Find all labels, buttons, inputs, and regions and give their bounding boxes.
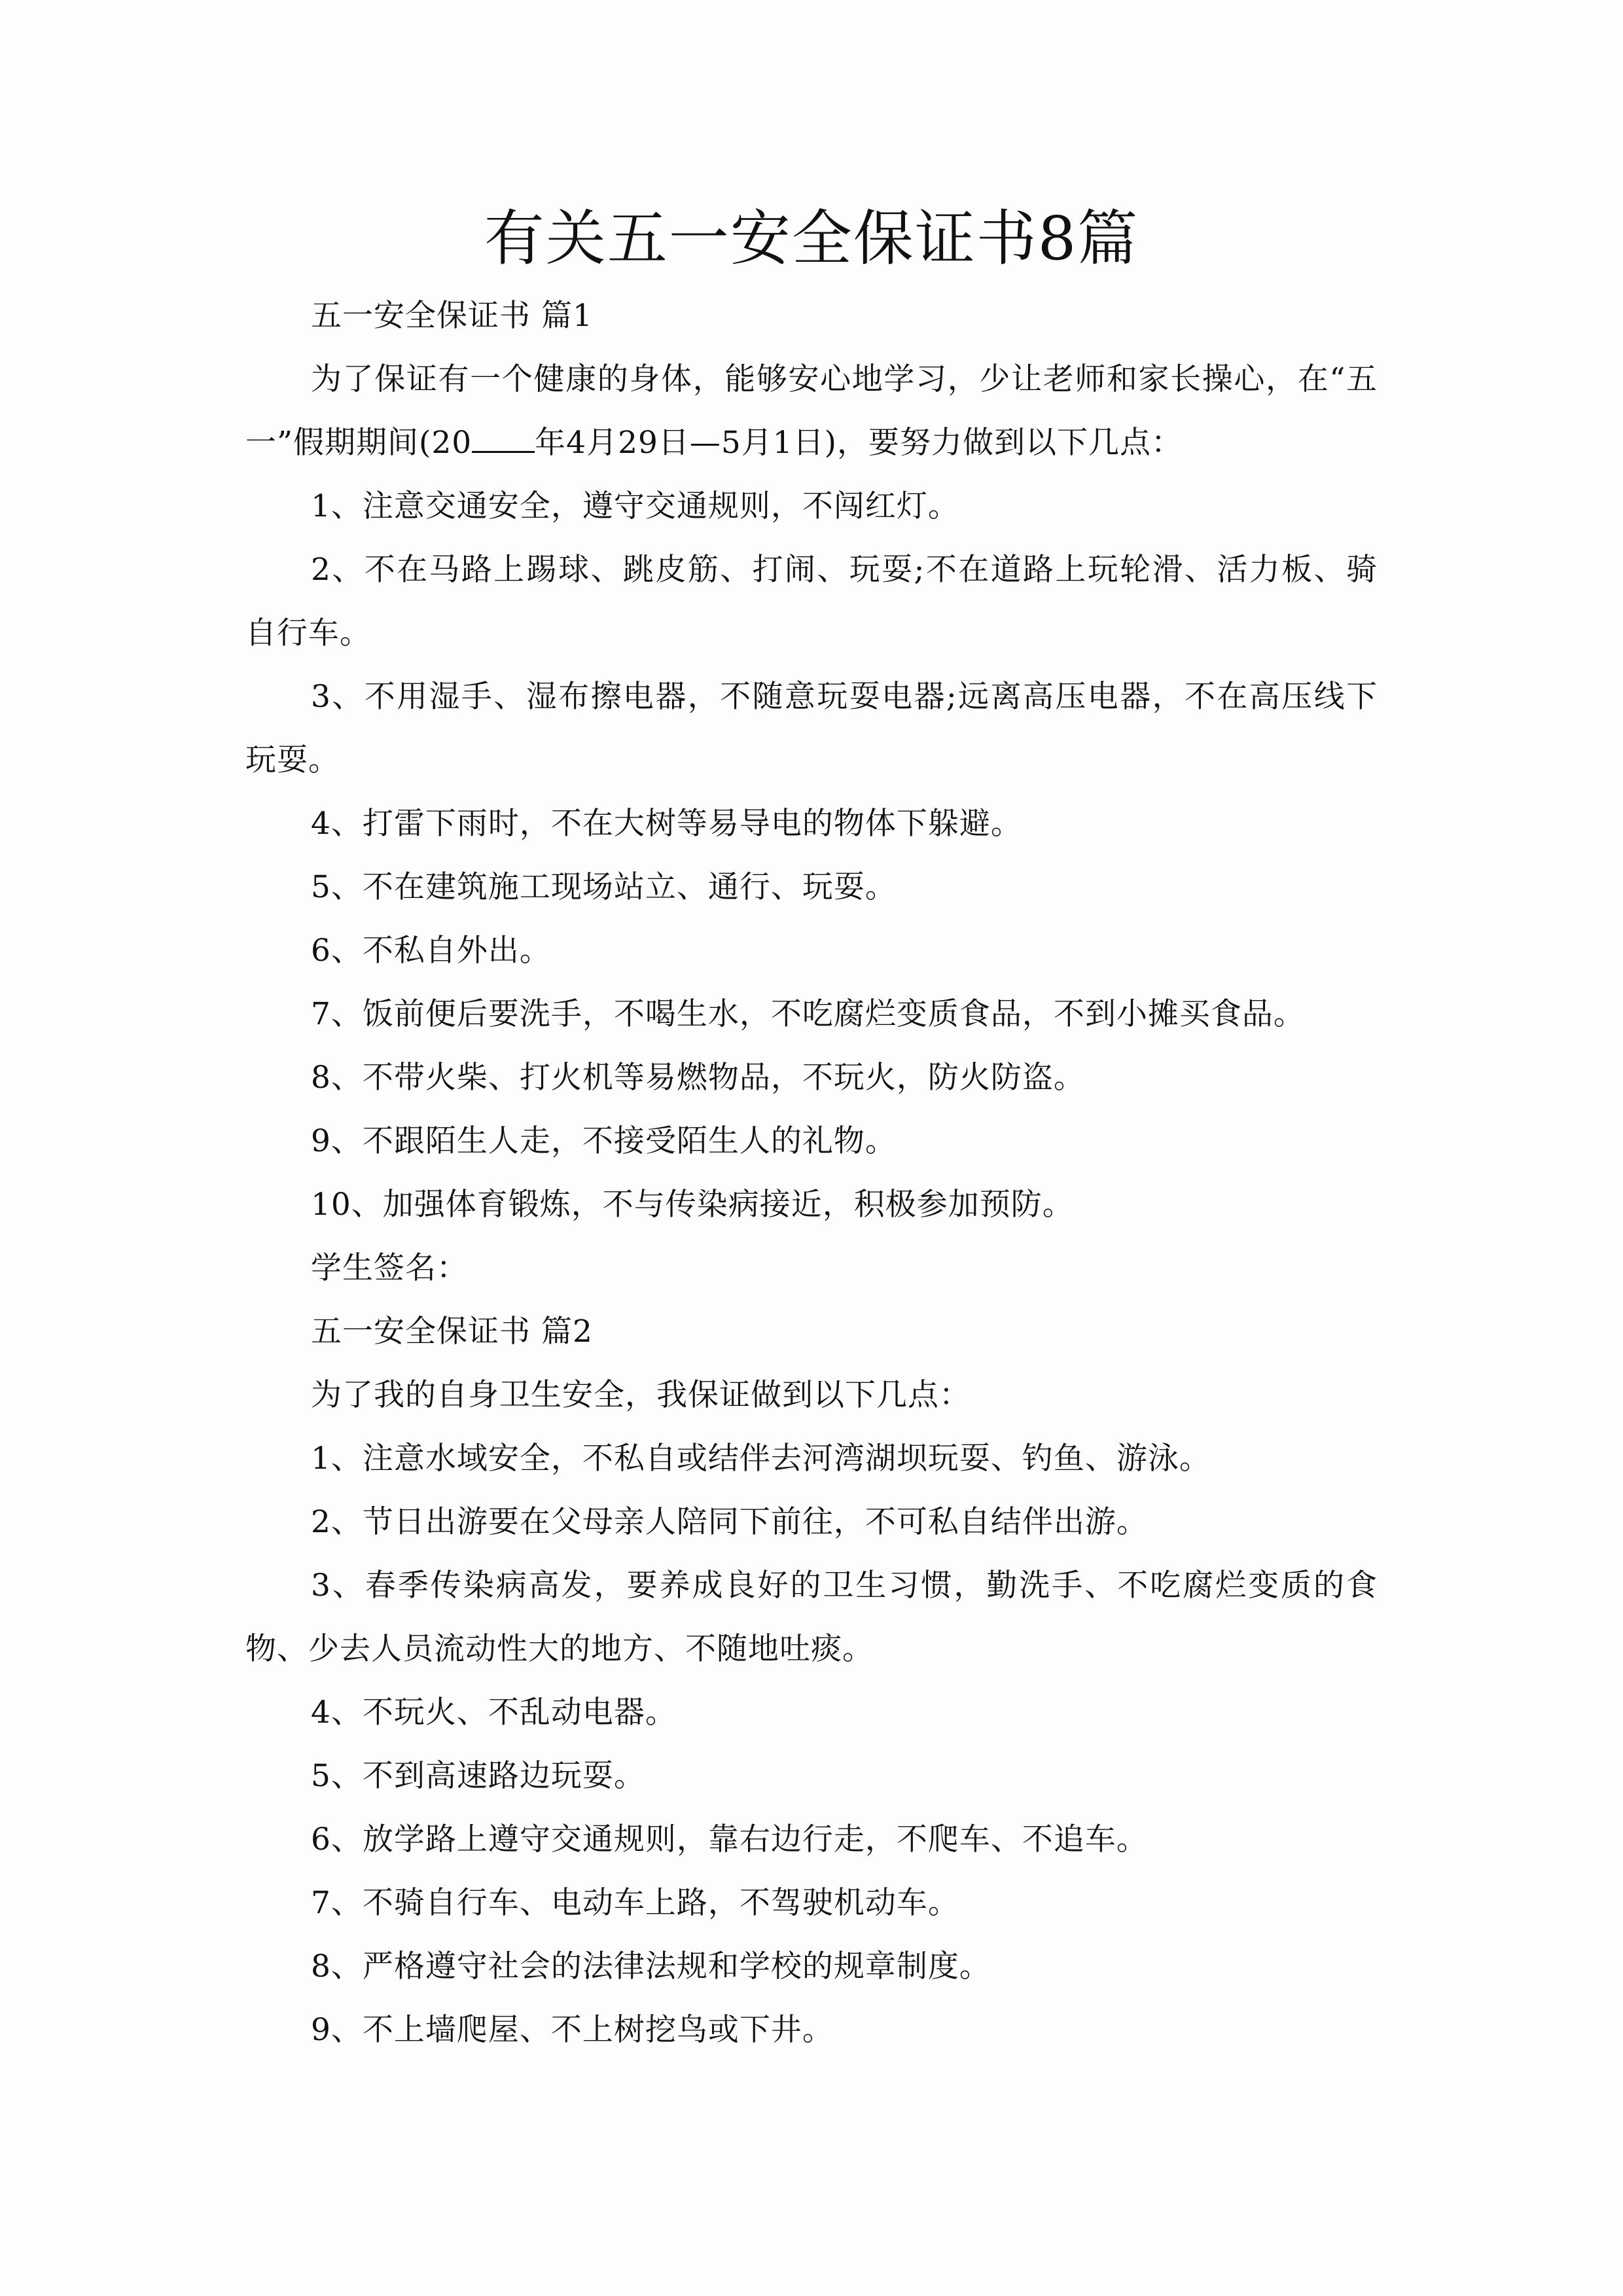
section-2-item-9: 9、不上墙爬屋、不上树挖鸟或下井。 [311, 2012, 834, 2048]
section-2-item-2: 2、节日出游要在父母亲人陪同下前往，不可私自结伴出游。 [311, 1504, 1148, 1540]
section-1-item-8: 8、不带火柴、打火机等易燃物品，不玩火，防火防盗。 [311, 1060, 1085, 1096]
section-2-item-6: 6、放学路上遵守交通规则，靠右边行走，不爬车、不追车。 [311, 1821, 1148, 1857]
section-heading-1: 五一安全保证书 篇1 [311, 298, 593, 334]
section-2-item-7: 7、不骑自行车、电动车上路，不驾驶机动车。 [311, 1885, 959, 1921]
section-2-item-1: 1、注意水域安全，不私自或结伴去河湾湖坝玩耍、钓鱼、游泳。 [311, 1441, 1211, 1477]
section-2-item-4: 4、不玩火、不乱动电器。 [311, 1695, 677, 1731]
section-1-item-6: 6、不私自外出。 [311, 933, 551, 969]
section-1-item-3: 3、不用湿手、湿布擦电器，不随意玩耍电器;远离高压电器，不在高压线下玩耍。 [245, 679, 1378, 778]
document-title: 有关五一安全保证书8篇 [484, 204, 1139, 274]
section-heading-2: 五一安全保证书 篇2 [311, 1314, 593, 1350]
section-2-item-5: 5、不到高速路边玩耍。 [311, 1758, 645, 1794]
document-body [245, 284, 1378, 2062]
section-1-item-4: 4、打雷下雨时，不在大树等易导电的物体下躲避。 [311, 806, 1022, 842]
section-1-item-9: 9、不跟陌生人走，不接受陌生人的礼物。 [311, 1123, 897, 1159]
section-2-intro: 为了我的自身卫生安全，我保证做到以下几点： [311, 1377, 971, 1413]
intro-text-part2: 年4月29日—5月1日)，要努力做到以下几点： [535, 425, 1183, 461]
student-signature-label: 学生签名： [311, 1250, 468, 1286]
intro-text-part1: 为了保证有一个健康的身体，能够安心地学习，少让老师和家长操心，在“五一”假期期间(20 [245, 361, 1378, 461]
section-1-intro [245, 348, 1378, 475]
year-blank-underline [472, 425, 535, 453]
section-1-item-1: 1、注意交通安全，遵守交通规则，不闯红灯。 [311, 488, 959, 524]
section-1-item-10: 10、加强体育锻炼，不与传染病接近，积极参加预防。 [311, 1187, 1074, 1223]
section-1-item-2: 2、不在马路上踢球、跳皮筋、打闹、玩耍;不在道路上玩轮滑、活力板、骑自行车。 [245, 552, 1378, 651]
section-2-item-3: 3、春季传染病高发，要养成良好的卫生习惯，勤洗手、不吃腐烂变质的食物、少去人员流动性大的地方、不随地吐痰。 [245, 1568, 1378, 1667]
section-1-item-7: 7、饭前便后要洗手，不喝生水，不吃腐烂变质食品，不到小摊买食品。 [311, 996, 1305, 1032]
section-1-item-5: 5、不在建筑施工现场站立、通行、玩耍。 [311, 869, 897, 905]
section-2-item-8: 8、严格遵守社会的法律法规和学校的规章制度。 [311, 1948, 991, 1984]
